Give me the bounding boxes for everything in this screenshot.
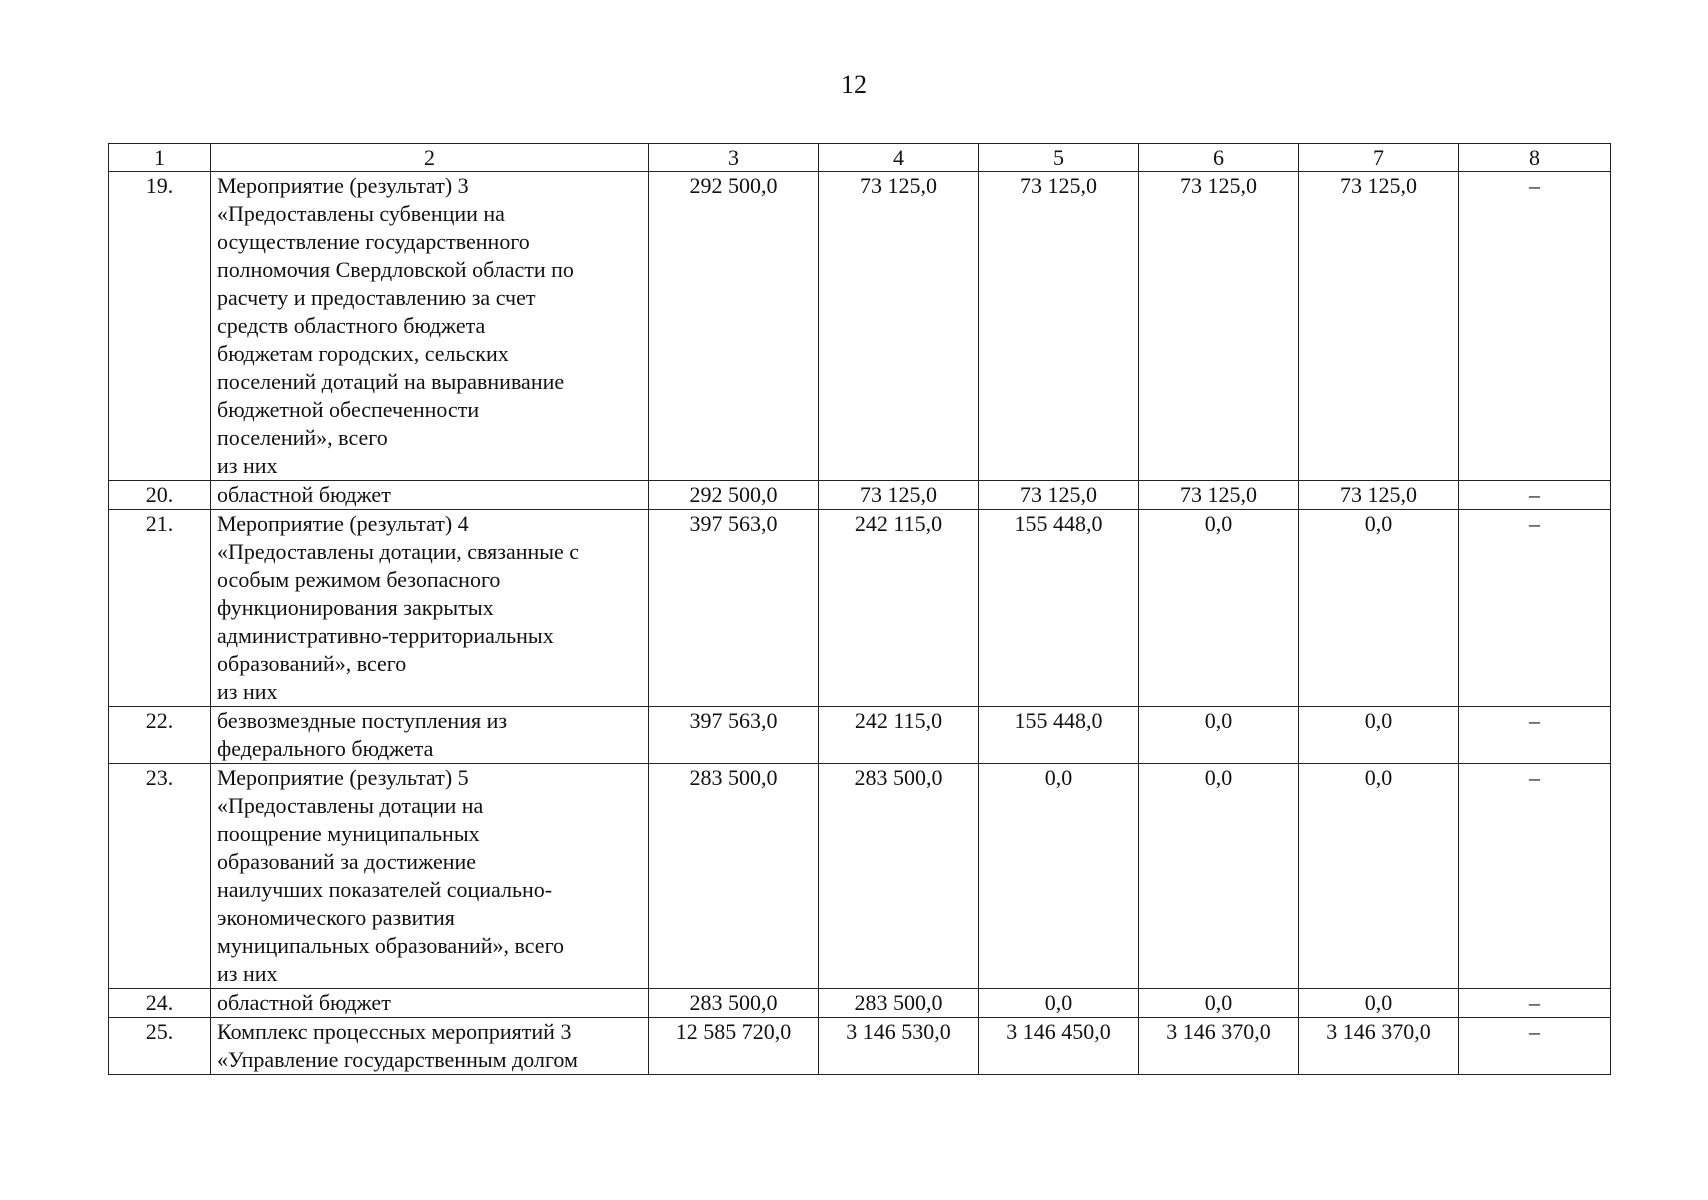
value-cell: 283 500,0 bbox=[819, 989, 979, 1018]
description-line: Мероприятие (результат) 4 bbox=[217, 511, 469, 536]
description-line: областной бюджет bbox=[217, 990, 391, 1015]
description-line: «Предоставлены дотации, связанные с bbox=[217, 539, 580, 564]
budget-table bbox=[108, 143, 1611, 1075]
description-line: наилучших показателей социально- bbox=[217, 877, 553, 902]
value-cell: – bbox=[1459, 172, 1611, 481]
description-line: осуществление государственного bbox=[217, 229, 530, 254]
value-cell: 73 125,0 bbox=[819, 481, 979, 510]
description-line: областной бюджет bbox=[217, 482, 391, 507]
description-line: функционирования закрытых bbox=[217, 595, 494, 620]
description-line: «Предоставлены субвенции на bbox=[217, 201, 505, 226]
column-header: 6 bbox=[1139, 144, 1299, 172]
table-row bbox=[109, 989, 1611, 1018]
column-header: 2 bbox=[211, 144, 649, 172]
value-cell: 242 115,0 bbox=[819, 510, 979, 707]
description-line: бюджетной обеспеченности bbox=[217, 397, 480, 422]
description-line: особым режимом безопасного bbox=[217, 567, 501, 592]
value-cell: 292 500,0 bbox=[649, 481, 819, 510]
description-line: поощрение муниципальных bbox=[217, 821, 480, 846]
value-cell: 73 125,0 bbox=[1139, 481, 1299, 510]
row-description bbox=[211, 172, 649, 481]
description-line: экономического развития bbox=[217, 905, 455, 930]
description-line: из них bbox=[217, 453, 278, 478]
row-description bbox=[211, 764, 649, 989]
table-row bbox=[109, 172, 1611, 481]
value-cell: 0,0 bbox=[979, 989, 1139, 1018]
value-cell: 73 125,0 bbox=[1139, 172, 1299, 481]
value-cell: – bbox=[1459, 481, 1611, 510]
description-line: муниципальных образований», всего bbox=[217, 933, 565, 958]
value-cell: 73 125,0 bbox=[819, 172, 979, 481]
value-cell: 0,0 bbox=[1299, 764, 1459, 989]
row-description bbox=[211, 989, 649, 1018]
value-cell: – bbox=[1459, 1018, 1611, 1075]
description-line: «Предоставлены дотации на bbox=[217, 793, 484, 818]
value-cell: 0,0 bbox=[1299, 510, 1459, 707]
table-row bbox=[109, 510, 1611, 707]
value-cell: 3 146 530,0 bbox=[819, 1018, 979, 1075]
value-cell: 155 448,0 bbox=[979, 510, 1139, 707]
description-line: безвозмездные поступления из bbox=[217, 708, 508, 733]
value-cell: 12 585 720,0 bbox=[649, 1018, 819, 1075]
row-number: 20. bbox=[109, 481, 211, 510]
value-cell: – bbox=[1459, 989, 1611, 1018]
description-line: бюджетам городских, сельских bbox=[217, 341, 509, 366]
row-number: 23. bbox=[109, 764, 211, 989]
value-cell: 0,0 bbox=[1139, 764, 1299, 989]
value-cell: 73 125,0 bbox=[1299, 481, 1459, 510]
row-number: 19. bbox=[109, 172, 211, 481]
value-cell: 0,0 bbox=[1139, 989, 1299, 1018]
value-cell: 0,0 bbox=[1299, 989, 1459, 1018]
description-line: Комплекс процессных мероприятий 3 bbox=[217, 1019, 572, 1044]
column-header: 3 bbox=[649, 144, 819, 172]
value-cell: – bbox=[1459, 510, 1611, 707]
row-number: 25. bbox=[109, 1018, 211, 1075]
column-header: 7 bbox=[1299, 144, 1459, 172]
description-line: «Управление государственным долгом bbox=[217, 1047, 578, 1072]
table-row bbox=[109, 481, 1611, 510]
value-cell: 3 146 370,0 bbox=[1139, 1018, 1299, 1075]
value-cell: 283 500,0 bbox=[649, 989, 819, 1018]
value-cell: 242 115,0 bbox=[819, 707, 979, 764]
description-line: поселений», всего bbox=[217, 425, 388, 450]
value-cell: 3 146 370,0 bbox=[1299, 1018, 1459, 1075]
value-cell: 0,0 bbox=[1299, 707, 1459, 764]
value-cell: 73 125,0 bbox=[1299, 172, 1459, 481]
row-number: 24. bbox=[109, 989, 211, 1018]
table-row bbox=[109, 1018, 1611, 1075]
table-row bbox=[109, 707, 1611, 764]
description-line: образований за достижение bbox=[217, 849, 477, 874]
column-header: 5 bbox=[979, 144, 1139, 172]
value-cell: 0,0 bbox=[979, 764, 1139, 989]
description-line: средств областного бюджета bbox=[217, 313, 486, 338]
row-description bbox=[211, 1018, 649, 1075]
table-row bbox=[109, 764, 1611, 989]
description-line: образований», всего bbox=[217, 651, 407, 676]
value-cell: 292 500,0 bbox=[649, 172, 819, 481]
row-number: 21. bbox=[109, 510, 211, 707]
value-cell: 397 563,0 bbox=[649, 510, 819, 707]
description-line: расчету и предоставлению за счет bbox=[217, 285, 536, 310]
value-cell: 73 125,0 bbox=[979, 481, 1139, 510]
description-line: из них bbox=[217, 961, 278, 986]
value-cell: – bbox=[1459, 707, 1611, 764]
row-description bbox=[211, 707, 649, 764]
description-line: Мероприятие (результат) 3 bbox=[217, 173, 469, 198]
description-line: федерального бюджета bbox=[217, 736, 434, 761]
description-line: полномочия Свердловской области по bbox=[217, 257, 574, 282]
value-cell: 0,0 bbox=[1139, 707, 1299, 764]
value-cell: 283 500,0 bbox=[649, 764, 819, 989]
row-number: 22. bbox=[109, 707, 211, 764]
description-line: из них bbox=[217, 679, 278, 704]
row-description bbox=[211, 481, 649, 510]
description-line: поселений дотаций на выравнивание bbox=[217, 369, 565, 394]
value-cell: 3 146 450,0 bbox=[979, 1018, 1139, 1075]
table-header-row bbox=[109, 144, 1611, 172]
description-line: административно-территориальных bbox=[217, 623, 554, 648]
column-header: 8 bbox=[1459, 144, 1611, 172]
value-cell: 73 125,0 bbox=[979, 172, 1139, 481]
value-cell: 283 500,0 bbox=[819, 764, 979, 989]
description-line: Мероприятие (результат) 5 bbox=[217, 765, 469, 790]
row-description bbox=[211, 510, 649, 707]
page-number: 12 bbox=[841, 70, 867, 99]
value-cell: 0,0 bbox=[1139, 510, 1299, 707]
column-header: 1 bbox=[109, 144, 211, 172]
value-cell: 155 448,0 bbox=[979, 707, 1139, 764]
value-cell: 397 563,0 bbox=[649, 707, 819, 764]
value-cell: – bbox=[1459, 764, 1611, 989]
column-header: 4 bbox=[819, 144, 979, 172]
